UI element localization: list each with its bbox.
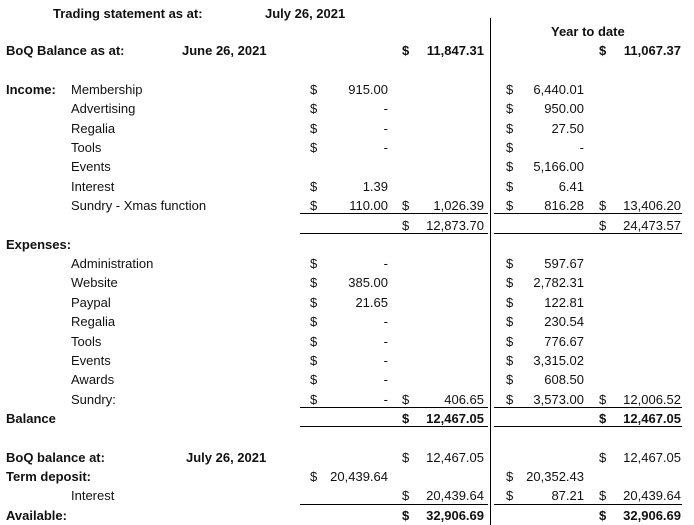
ytd-total-currency: $ (599, 391, 607, 407)
interest-ytd-total-value: 20,439.64 (623, 488, 681, 503)
interest-label: Interest (71, 488, 115, 503)
month-currency: $ (310, 294, 318, 310)
ytd-total-currency: $ (599, 197, 607, 213)
interest-value: 20,439.64 (426, 488, 484, 503)
income-subtotal-rule-month (300, 233, 488, 234)
interest-ytd-value: 87.21 (551, 488, 584, 503)
boq-close-label: BoQ balance at: (6, 450, 105, 465)
ytd-currency: $ (506, 120, 514, 136)
row-label: Sundry - Xmas function (71, 197, 207, 213)
month-total-value: 1,026.39 (433, 197, 484, 213)
month-value: - (383, 314, 388, 330)
month-value: 385.00 (348, 275, 388, 291)
ytd-divider (490, 18, 491, 525)
month-currency: $ (310, 353, 318, 368)
row-label: Interest (71, 178, 115, 194)
ytd-value: 950.00 (544, 101, 584, 117)
month-value: - (383, 256, 388, 271)
boq-open-ytd-currency: $ (599, 43, 607, 58)
month-currency: $ (310, 139, 318, 155)
ytd-header: Year to date (551, 24, 625, 39)
month-currency: $ (310, 333, 318, 349)
boq-close-currency: $ (402, 450, 410, 465)
ytd-value: 6.41 (558, 178, 584, 194)
income-rule-ytd (494, 213, 682, 214)
ytd-currency: $ (506, 275, 514, 291)
row-label: Regalia (71, 314, 116, 330)
available-ytd-value: 32,906.69 (623, 508, 681, 523)
row-label: Paypal (71, 294, 111, 310)
boq-open-currency: $ (402, 43, 410, 58)
month-value: 1.39 (362, 178, 388, 194)
term-deposit-value: 20,439.64 (330, 469, 388, 484)
month-currency: $ (310, 275, 318, 291)
ytd-currency: $ (506, 82, 514, 97)
balance-ytd-currency: $ (599, 411, 607, 426)
month-value: - (383, 101, 388, 117)
row-label: Membership (71, 82, 143, 97)
month-value: 21.65 (355, 294, 388, 310)
ytd-value: 816.28 (544, 197, 584, 213)
row-label: Tools (71, 333, 102, 349)
ytd-value: 3,315.02 (533, 353, 584, 368)
ytd-value: 597.67 (544, 256, 584, 271)
month-currency: $ (310, 82, 318, 97)
month-value: - (383, 120, 388, 136)
ytd-value: 5,166.00 (533, 159, 584, 175)
ytd-currency: $ (506, 372, 514, 388)
ytd-value: 3,573.00 (533, 391, 584, 407)
boq-close-ytd-value: 12,467.05 (623, 450, 681, 465)
month-total-currency: $ (402, 197, 410, 213)
month-value: - (383, 353, 388, 368)
row-label: Regalia (71, 120, 116, 136)
ytd-value: 6,440.01 (533, 82, 584, 97)
term-deposit-label: Term deposit: (6, 469, 91, 484)
income-subtotal-currency: $ (402, 218, 410, 233)
row-label: Advertising (71, 101, 136, 117)
ytd-currency: $ (506, 159, 514, 175)
ytd-currency: $ (506, 256, 514, 271)
income-subtotal-ytd-currency: $ (599, 218, 607, 233)
month-total-value: 406.65 (444, 391, 484, 407)
month-currency: $ (310, 391, 318, 407)
month-currency: $ (310, 120, 318, 136)
expense-rule-ytd (494, 407, 682, 408)
month-value: - (383, 333, 388, 349)
ytd-currency: $ (506, 314, 514, 330)
ytd-currency: $ (506, 391, 514, 407)
ytd-total-value: 12,006.52 (623, 391, 681, 407)
term-deposit-ytd-value: 20,352.43 (526, 469, 584, 484)
boq-open-value: 11,847.31 (426, 43, 484, 58)
month-value: 915.00 (348, 82, 388, 97)
boq-open-ytd-value: 11,067.37 (623, 43, 681, 58)
row-label: Awards (71, 372, 115, 388)
ytd-currency: $ (506, 197, 514, 213)
ytd-currency: $ (506, 333, 514, 349)
available-rule-month (300, 504, 488, 505)
month-value: - (383, 372, 388, 388)
ytd-value: 776.67 (544, 333, 584, 349)
row-label: Sundry: (71, 391, 116, 407)
month-currency: $ (310, 372, 318, 388)
balance-label: Balance (6, 411, 56, 426)
interest-ytd-currency: $ (506, 488, 514, 503)
statement-date: July 26, 2021 (265, 6, 346, 21)
month-currency: $ (310, 256, 318, 271)
ytd-value: 27.50 (551, 120, 584, 136)
ytd-currency: $ (506, 101, 514, 117)
month-value: 110.00 (349, 197, 388, 213)
month-currency: $ (310, 314, 318, 330)
income-rule-month (300, 213, 488, 214)
month-total-currency: $ (402, 391, 410, 407)
month-value: - (383, 391, 388, 407)
month-currency: $ (310, 101, 318, 117)
ytd-total-value: 13,406.20 (623, 197, 681, 213)
boq-close-date: July 26, 2021 (186, 450, 267, 465)
row-label: Events (71, 353, 111, 368)
available-rule-ytd (494, 504, 682, 505)
ytd-currency: $ (506, 294, 514, 310)
row-label: Website (71, 275, 118, 291)
available-value: 32,906.69 (426, 508, 484, 523)
row-label: Tools (71, 139, 102, 155)
row-label: Administration (71, 256, 154, 271)
ytd-value: 608.50 (544, 372, 584, 388)
expense-rule-month (300, 407, 488, 408)
ytd-currency: $ (506, 178, 514, 194)
ytd-value: 122.81 (544, 294, 584, 310)
expenses-label: Expenses: (6, 237, 72, 252)
income-label: Income: (6, 82, 56, 97)
income-subtotal-ytd-value: 24,473.57 (623, 218, 681, 233)
balance-value: 12,467.05 (426, 411, 484, 426)
boq-close-value: 12,467.05 (426, 450, 484, 465)
boq-open-label: BoQ Balance as at: (6, 43, 125, 58)
interest-currency: $ (402, 488, 410, 503)
interest-ytd-total-currency: $ (599, 488, 607, 503)
balance-ytd-value: 12,467.05 (623, 411, 681, 426)
ytd-currency: $ (506, 139, 514, 155)
available-label: Available: (6, 508, 67, 523)
income-subtotal-rule-ytd (494, 233, 682, 234)
term-deposit-currency: $ (310, 469, 318, 484)
ytd-value: - (579, 139, 584, 155)
statement-title: Trading statement as at: (53, 6, 203, 21)
term-deposit-ytd-currency: $ (506, 469, 514, 484)
ytd-currency: $ (506, 353, 514, 368)
boq-open-date: June 26, 2021 (182, 43, 267, 58)
ytd-value: 230.54 (544, 314, 584, 330)
available-ytd-currency: $ (599, 508, 607, 523)
month-currency: $ (310, 197, 318, 213)
ytd-value: 2,782.31 (533, 275, 584, 291)
balance-currency: $ (402, 411, 410, 426)
balance-rule-month (300, 426, 488, 427)
row-label: Events (71, 159, 111, 175)
month-currency: $ (310, 178, 318, 194)
balance-rule-ytd (494, 426, 682, 427)
boq-close-ytd-currency: $ (599, 450, 607, 465)
month-value: - (383, 139, 388, 155)
income-subtotal-value: 12,873.70 (426, 218, 484, 233)
available-currency: $ (402, 508, 410, 523)
